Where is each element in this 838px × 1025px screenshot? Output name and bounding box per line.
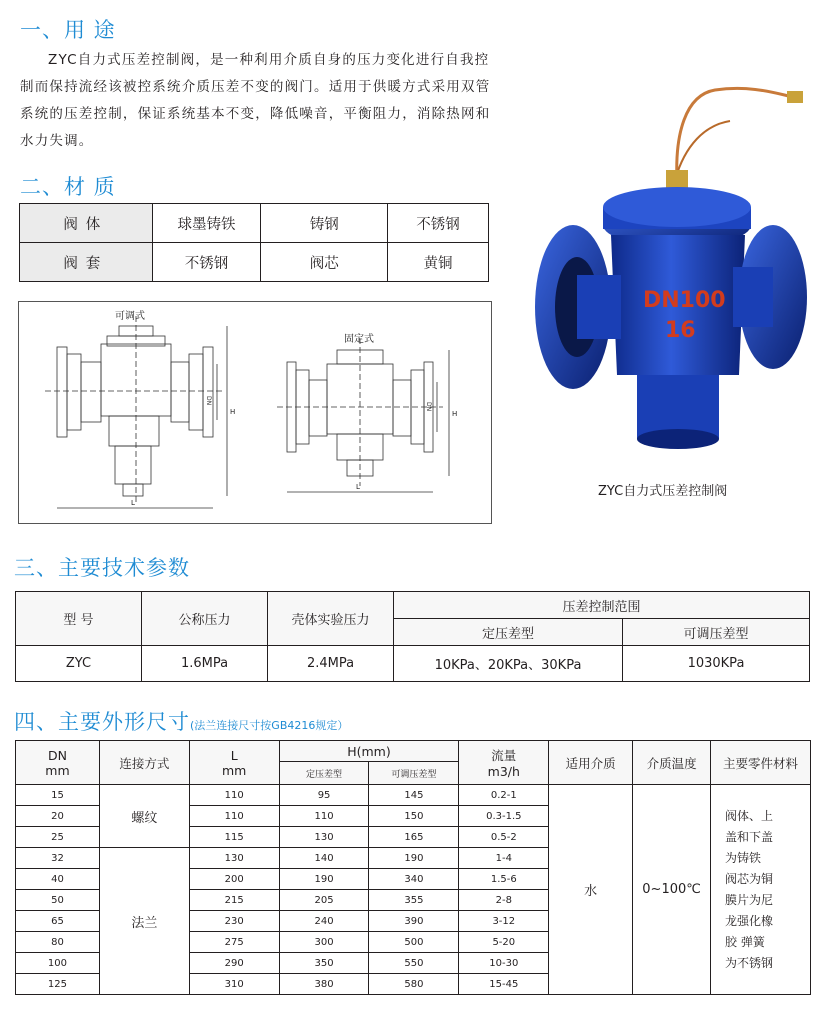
cell-l: 275 <box>189 932 279 953</box>
td-adjust: 1030KPa <box>623 646 810 682</box>
cell-dn: 20 <box>16 806 100 827</box>
cell-h-adjust: 190 <box>369 848 459 869</box>
th-l: L mm <box>189 741 279 785</box>
parts-line: 为不锈钢 <box>725 955 774 970</box>
dim-dn-right: DN <box>425 402 432 412</box>
td-nominal: 1.6MPa <box>142 646 268 682</box>
parts-line: 阀芯为铜 <box>725 871 774 886</box>
cell-dn: 40 <box>16 869 100 890</box>
th-fixed: 定压差型 <box>394 619 623 646</box>
cell-flow: 1-4 <box>459 848 549 869</box>
cell-l: 290 <box>189 953 279 974</box>
cell-l: 200 <box>189 869 279 890</box>
material-cell: 阀芯 <box>261 243 388 282</box>
cell-conn-thread: 螺纹 <box>99 785 189 848</box>
td-test: 2.4MPa <box>268 646 394 682</box>
cell-flow: 0.2-1 <box>459 785 549 806</box>
cell-l: 110 <box>189 785 279 806</box>
th-temp: 介质温度 <box>633 741 711 785</box>
cell-h-adjust: 550 <box>369 953 459 974</box>
cell-h-fixed: 205 <box>279 890 369 911</box>
dim-l-left: L <box>131 499 135 507</box>
material-cell: 黄铜 <box>388 243 489 282</box>
cell-temp: 0~100℃ <box>633 785 711 995</box>
cell-h-adjust: 355 <box>369 890 459 911</box>
cell-h-fixed: 140 <box>279 848 369 869</box>
tech-table <box>15 591 810 682</box>
th-nominal: 公称压力 <box>142 592 268 646</box>
cell-flow: 0.5-2 <box>459 827 549 848</box>
dim-dn-left: DN <box>205 396 212 406</box>
cell-h-fixed: 240 <box>279 911 369 932</box>
parts-line: 盖和下盖 <box>725 829 774 844</box>
material-cell: 不锈钢 <box>388 204 489 243</box>
cell-dn: 50 <box>16 890 100 911</box>
label-adjustable: 可调式 <box>115 311 145 322</box>
photo-caption: ZYC自力式压差控制阀 <box>598 484 728 499</box>
cell-dn: 65 <box>16 911 100 932</box>
cell-dn: 125 <box>16 974 100 995</box>
valve-marking-dn: DN100 <box>643 288 726 313</box>
th-range: 压差控制范围 <box>394 592 810 619</box>
th-adjust: 可调压差型 <box>623 619 810 646</box>
cell-h-adjust: 165 <box>369 827 459 848</box>
cell-medium: 水 <box>549 785 633 995</box>
cell-l: 130 <box>189 848 279 869</box>
cell-h-fixed: 350 <box>279 953 369 974</box>
dimension-table <box>15 740 811 995</box>
section-note: (法兰连接尺寸按GB4216规定） <box>190 719 349 732</box>
cell-l: 110 <box>189 806 279 827</box>
th-parts: 主要零件材料 <box>711 741 811 785</box>
cell-flow: 3-12 <box>459 911 549 932</box>
dim-h-right: H <box>452 410 458 418</box>
material-cell: 球墨铸铁 <box>152 204 261 243</box>
material-row <box>20 243 489 282</box>
parts-line: 龙强化橡 <box>725 913 774 928</box>
dimension-drawing <box>18 301 492 524</box>
material-cell: 不锈钢 <box>152 243 261 282</box>
cell-dn: 80 <box>16 932 100 953</box>
valve-marking-pn: 16 <box>665 318 696 343</box>
cell-h-fixed: 130 <box>279 827 369 848</box>
table-row <box>16 785 811 806</box>
parts-line: 为铸铁 <box>725 850 762 865</box>
material-cell: 阀体 <box>20 204 153 243</box>
th-h-fixed: 定压差型 <box>279 762 369 785</box>
material-cell: 阀套 <box>20 243 153 282</box>
cell-h-fixed: 95 <box>279 785 369 806</box>
th-conn: 连接方式 <box>99 741 189 785</box>
dim-h-left: H <box>230 408 236 416</box>
cell-flow: 15-45 <box>459 974 549 995</box>
cell-h-fixed: 300 <box>279 932 369 953</box>
valve-photo <box>525 75 815 455</box>
th-h-adjust: 可调压差型 <box>369 762 459 785</box>
cell-dn: 32 <box>16 848 100 869</box>
cell-l: 115 <box>189 827 279 848</box>
section-title-tech: 三、主要技术参数 <box>14 556 190 580</box>
cell-h-adjust: 150 <box>369 806 459 827</box>
cell-dn: 100 <box>16 953 100 974</box>
th-test: 壳体实验压力 <box>268 592 394 646</box>
intro-text: ZYC自力式压差控制阀，是一种利用介质自身的压力变化进行自我控制而保持流经该被控系统介质压差不变的阀门。适用于供暖方式采用双管系统的压差控制，保证系统基本不变，降低噪音，平衡阻力，消除热网和水力失调。 <box>20 52 491 149</box>
parts-line: 胶 弹簧 <box>725 934 765 949</box>
cell-flow: 5-20 <box>459 932 549 953</box>
label-fixed: 固定式 <box>344 334 374 345</box>
cell-h-adjust: 340 <box>369 869 459 890</box>
cell-conn-flange: 法兰 <box>99 848 189 995</box>
parts-line: 阀体、上 <box>725 808 774 823</box>
section-title-dimensions: 四、主要外形尺寸(法兰连接尺寸按GB4216规定） <box>14 710 349 734</box>
cell-l: 310 <box>189 974 279 995</box>
cell-h-adjust: 390 <box>369 911 459 932</box>
material-table <box>19 203 489 282</box>
td-fixed: 10KPa、20KPa、30KPa <box>394 646 623 682</box>
valve-drawing-svg <box>19 302 491 523</box>
cell-h-fixed: 380 <box>279 974 369 995</box>
cell-flow: 0.3-1.5 <box>459 806 549 827</box>
section-title-usage: 一、用 途 <box>20 18 116 42</box>
dim-l-right: L <box>356 483 360 491</box>
cell-flow: 1.5-6 <box>459 869 549 890</box>
th-model: 型 号 <box>16 592 142 646</box>
th-h: H(mm) <box>279 741 459 762</box>
cell-flow: 2-8 <box>459 890 549 911</box>
cell-l: 215 <box>189 890 279 911</box>
cell-dn: 15 <box>16 785 100 806</box>
material-row <box>20 204 489 243</box>
cell-parts <box>711 785 811 995</box>
cell-h-adjust: 500 <box>369 932 459 953</box>
cell-h-adjust: 145 <box>369 785 459 806</box>
th-dn: DN mm <box>16 741 100 785</box>
cell-h-fixed: 190 <box>279 869 369 890</box>
td-model: ZYC <box>16 646 142 682</box>
cell-l: 230 <box>189 911 279 932</box>
section-title-material: 二、材 质 <box>20 175 116 199</box>
parts-line: 膜片为尼 <box>725 892 774 907</box>
cell-flow: 10-30 <box>459 953 549 974</box>
cell-h-adjust: 580 <box>369 974 459 995</box>
cell-h-fixed: 110 <box>279 806 369 827</box>
th-medium: 适用介质 <box>549 741 633 785</box>
cell-dn: 25 <box>16 827 100 848</box>
material-cell: 铸钢 <box>261 204 388 243</box>
th-flow: 流量 m3/h <box>459 741 549 785</box>
